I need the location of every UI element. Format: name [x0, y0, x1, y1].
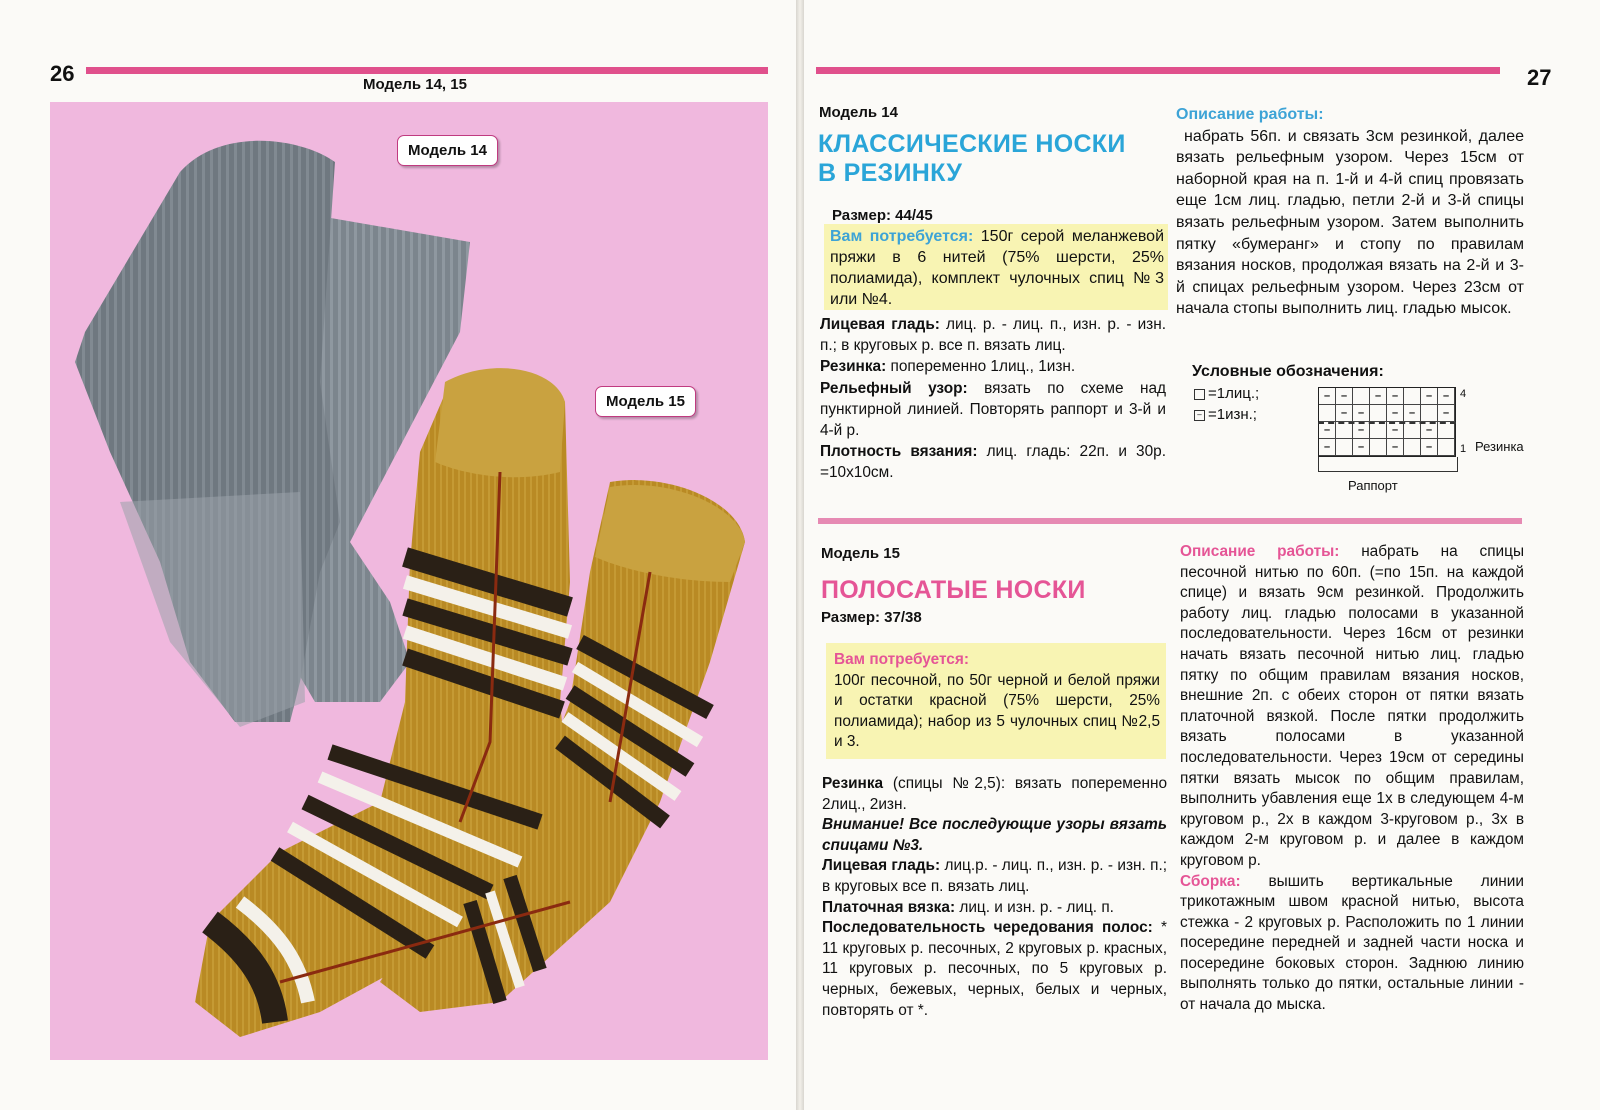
work-text-14: набрать 56п. и связать 3см резинкой, далее вязать рельефным узором. Через 15см от наборной края на п. 1-й и 4-й спиц провязать еще 1см лиц. гладью, петли 2-й и 3-й спицы вязать рельефным узором. Затем выполнить пятку «бумеранг» и стопу по правилам вязания носков, продолжая вязать на 2-й и 3-й спицах рельефным узором. Через 23см от начала стопы выполнить лиц. гладью мысок. [1176, 127, 1524, 318]
chart-row-bottom: 1 [1460, 443, 1467, 455]
work-label-15: Описание работы: [1180, 543, 1340, 560]
chart-repeat-label: Раппорт [1348, 478, 1398, 493]
stockinette-text: лиц. р. - лиц. п., изн. р. - изн. п.; в круговых р. все п. вязать лиц. [820, 316, 1166, 355]
model-14-title [818, 130, 1126, 188]
stockinette-text-15: лиц.р. - лиц. п., изн. р. - изн. п.; в круговых все п. вязать лиц. [822, 857, 1168, 895]
relief-text: вязать по схеме над пунктирной линией. Повторять раппорт и 3-й и 4-й р. [820, 379, 1166, 440]
chart-dashed-line [1318, 422, 1456, 424]
work-text-15: набрать на спицы песочной нитью по 60п. (=по 15п. на каждой спице) и вязать 9см резинкой. Продолжить работу лиц. гладью полосами в указанной последовательности. Через 16см от резинки начать вязать песочной нитью лиц. гладью пятку по общим правилам вязания носков, внешние 2п. с обеих сторон от пятки вязать платочной вязкой. После пятки продолжить вязать полосами в указанной последовательности. Через 19см от середины пятки вязать мысок по общим правилам, выполнить убавления еще 1х в следующем 4-м круговом р., 2х в каждом 3-круговом р., 3х в каждом 2-м круговом р. и далее в каждом круговом р. [1180, 543, 1525, 869]
stockinette-label: Лицевая гладь: [820, 316, 940, 333]
page-number-left: 26 [50, 61, 75, 86]
need-text-15: 100г песочной, по 50г черной и белой пряжи и остатки красной (75% шерсти, 25% полиамида); набор из 5 чулочных спиц №2,5 и 3. [834, 671, 1160, 751]
model-15-size: Размер: 37/38 [821, 609, 922, 626]
rib-label: Резинка: [820, 358, 887, 376]
header-rule-left [86, 67, 768, 74]
rib-label-15: Резинка [822, 775, 884, 792]
section-divider [818, 518, 1522, 524]
model-15-work [1180, 542, 1524, 1016]
label-model-14: Модель 14 [397, 135, 498, 166]
chart-grid: – – – – – – – – – – – – – – – – – – – [1318, 387, 1456, 457]
page-gutter [796, 0, 804, 1110]
model-14-label: Модель 14 [819, 104, 898, 121]
label-model-15: Модель 15 [595, 386, 696, 417]
model-14-title-line1: КЛАССИЧЕСКИЕ НОСКИ [818, 130, 1126, 158]
work-label-14: Описание работы: [1176, 106, 1324, 123]
relief-label: Рельефный узор: [820, 379, 968, 397]
repeat-bracket [1318, 457, 1458, 472]
model-14-patterns [820, 314, 1166, 484]
model-15-title: ПОЛОСАТЫЕ НОСКИ [821, 576, 1086, 604]
rib-text: попеременно 1лиц., 1изн. [890, 358, 1076, 376]
gauge-label: Плотность вязания: [820, 443, 978, 461]
page-header: Модель 14, 15 [363, 76, 467, 93]
model-14-size: Размер: 44/45 [832, 207, 933, 224]
socks-illustration [50, 102, 768, 1060]
need-text: 150г серой меланжевой пряжи в 6 нитей (75% шерсти, 25% полиамида), комплект чулочных спиц №3 или №4. [830, 228, 1165, 308]
rib-text-15: (спицы №2,5): вязать попеременно 2лиц., 2изн. [822, 775, 1167, 813]
header-rule-right [816, 67, 1500, 74]
assembly-text: вышить вертикальные линии трикотажным швом красной нитью, высота стежка - 2 круговых р. Расположить по 1 линии посередине передней и задней части носка и посередине боковых сторон. Заднюю линию выполнять только до пятки, остальные линии - от начала до мыска. [1180, 872, 1524, 1014]
right-page [804, 0, 1600, 1110]
need-label-15: Вам потребуется: [834, 651, 969, 668]
garter-text: лиц. и изн. р. - лиц. п. [959, 898, 1114, 916]
left-page [0, 0, 796, 1110]
legend-purl-text: =1изн.; [1208, 406, 1257, 423]
model-14-work [1176, 104, 1524, 320]
page-number-right: 27 [1527, 65, 1552, 90]
legend-knit-text: =1лиц.; [1208, 385, 1260, 402]
gauge-text: лиц. гладь: 22п. и 30р. =10х10см. [820, 443, 1166, 482]
legend-title: Условные обозначения: [1192, 363, 1384, 380]
chart-rib-label: Резинка [1475, 439, 1524, 454]
model-14-title-line2: В РЕЗИНКУ [818, 159, 963, 187]
model-14-materials [830, 226, 1164, 310]
sequence-label: Последовательность чередования полос: [822, 919, 1153, 937]
model-15-patterns [822, 774, 1167, 1021]
knitting-chart [1318, 387, 1528, 502]
stockinette-label-15: Лицевая гладь: [822, 857, 941, 875]
model-15-materials [834, 650, 1160, 753]
sequence-text: * 11 круговых р. песочных, 2 круговых р. красных, 11 круговых р. песочных, по 5 круговых р. черных, бежевых, черных, белых и черных, повторять от *. [822, 919, 1167, 1019]
legend-purl [1194, 405, 1257, 426]
assembly-label: Сборка: [1180, 872, 1241, 890]
chart-row-top: 4 [1460, 388, 1467, 400]
knit-symbol-icon [1194, 389, 1205, 400]
garter-label: Платочная вязка: [822, 898, 956, 916]
legend-knit [1194, 384, 1259, 405]
need-label: Вам потребуется: [830, 228, 974, 245]
model-15-label: Модель 15 [821, 545, 900, 562]
socks-photo [50, 102, 768, 1060]
attention-note: Внимание! Все последующие узоры вязать спицами №3. [822, 816, 1167, 854]
purl-symbol-icon: – [1194, 410, 1205, 421]
